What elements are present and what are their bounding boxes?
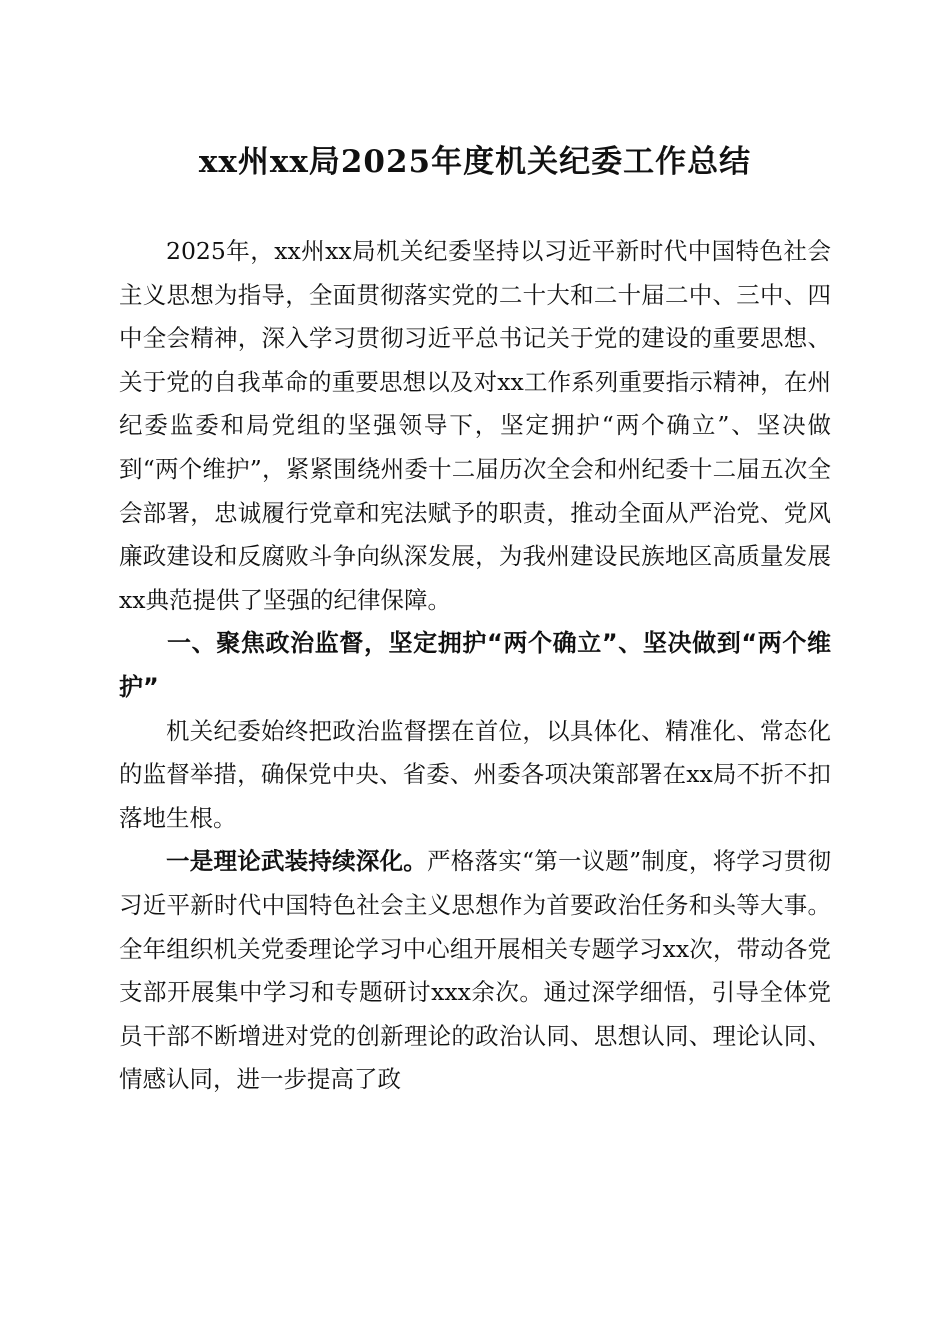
section-summary-paragraph: 机关纪委始终把政治监督摆在首位，以具体化、精准化、常态化的监督举措，确保党中央、省委、州委各项决策部署在xx局不折不扣落地生根。 bbox=[119, 716, 831, 832]
point-lead: 一是理论武装持续深化。 bbox=[166, 847, 428, 876]
point-paragraph bbox=[119, 840, 831, 1102]
document-title: xx州xx局2025年度机关纪委工作总结 bbox=[198, 144, 752, 180]
point-text: 严格落实“第一议题”制度，将学习贯彻习近平新时代中国特色社会主义思想作为首要政治任务和头等大事。全年组织机关党委理论学习中心组开展相关专题学习xx次，带动各党支部开展集中学习和专题研讨xxx余次。通过深学细悟，引导全体党员干部不断增进对党的创新理论的政治认同、思想认同、理论认同、情感认同，进一步提高了政 bbox=[119, 847, 832, 1094]
section-heading: 一、聚焦政治监督，坚定拥护“两个确立”、坚决做到“两个维护” bbox=[119, 629, 831, 701]
document-body bbox=[119, 230, 831, 1102]
intro-paragraph: 2025年，xx州xx局机关纪委坚持以习近平新时代中国特色社会主义思想为指导，全面贯彻落实党的二十大和二十届二中、三中、四中全会精神，深入学习贯彻习近平总书记关于党的建设的重要思想、关于党的自我革命的重要思想以及对xx工作系列重要指示精神，在州纪委监委和局党组的坚强领导下，坚定拥护“两个确立”、坚决做到“两个维护”，紧紧围绕州委十二届历次全会和州纪委十二届五次全会部署，忠诚履行党章和宪法赋予的职责，推动全面从严治党、党风廉政建设和反腐败斗争向纵深发展，为我州建设民族地区高质量发展xx典范提供了坚强的纪律保障。 bbox=[119, 237, 831, 614]
